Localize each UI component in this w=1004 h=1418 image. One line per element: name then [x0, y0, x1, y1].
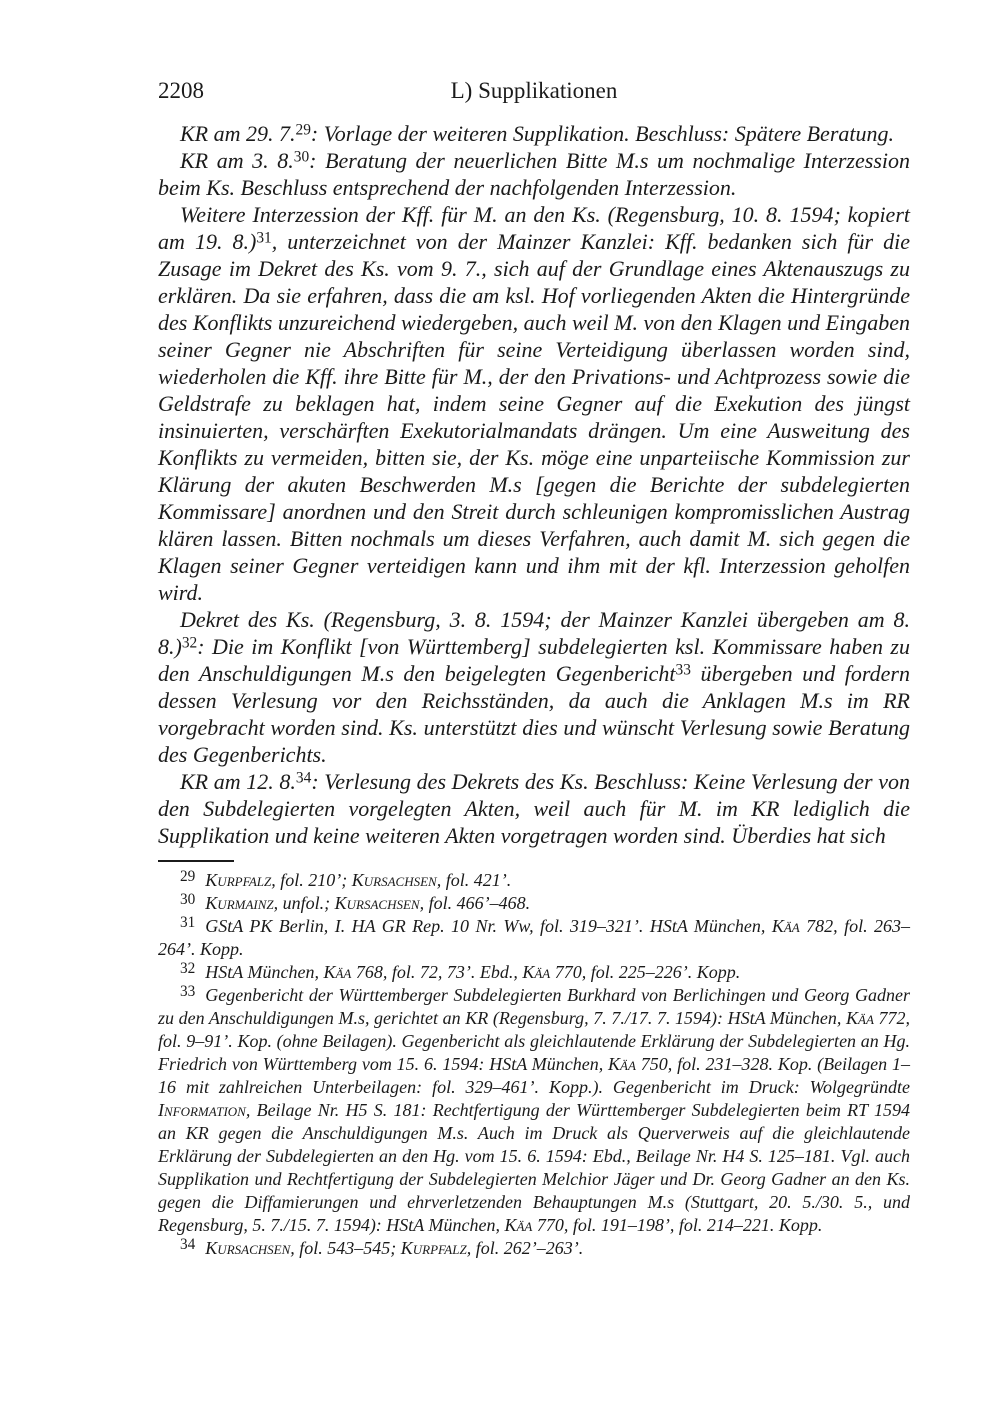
text-segment: 782, fol. 263–264’. Kopp. [158, 916, 910, 959]
text-segment: , Beilage Nr. H5 S. 181: Rechtfertigung der Württemberger Subdelegierten beim RT 1594 an KR gegen die Anschuldigungen M.s. Auch im Druck als Querverweis auf die gleichlautende Erklärung der Subdelegierten an den Hg. vom 15. 6. 1594: Ebd., Beilage Nr. H4 S. 125–181. Vgl. auch Supplikation und Rechtfertigung der Subdelegierten Melchior Jäger und Dr. Georg Gadner an den Ks. gegen die Diffamierungen und ehrverletzenden Behauptungen M.s (Stuttgart, 20. 5./30. 5., und Regensburg, 5. 7./15. 7. 1594): HStA München, [158, 1100, 910, 1235]
footnote-item [158, 1237, 910, 1260]
footnote-ref: 32 [181, 634, 198, 652]
footnote-number: 34 [180, 1236, 196, 1254]
footnote-ref: 29 [295, 121, 311, 139]
text-segment: , fol. 543–545; [290, 1238, 401, 1258]
footnote-separator [158, 860, 234, 862]
archive-name: Käa [608, 1054, 636, 1074]
text-segment: KR am 3. 8. [180, 148, 294, 173]
text-segment: , unfol.; [273, 893, 335, 913]
footnote-number: 33 [180, 983, 196, 1001]
archive-name: Kursachsen [351, 870, 437, 890]
text-segment: 768, fol. 72, 73’. Ebd., [351, 962, 523, 982]
text-segment: KR am 12. 8. [180, 769, 296, 794]
footnote-ref: 30 [293, 148, 310, 166]
text-segment: : Die im Konflikt [von Württemberg] subdelegierten ksl. Kommissare haben zu den Anschuldigungen M.s den beigelegten Gegenbericht [158, 634, 910, 686]
text-segment: Gegenbericht der Württemberger Subdelegierten Burkhard von Berlichingen und Georg Gadner zu den Anschuldigungen M.s, gerichtet an KR (Regensburg, 7. 7./17. 7. 1594): HStA München, [158, 985, 910, 1028]
archive-name: Käa [846, 1008, 874, 1028]
text-segment: übergeben und fordern dessen Verlesung vor den Reichsständen, da auch die Anklagen M.s im RR vorgebracht worden sind. Ks. unterstützt dies und wünscht Verlesung sowie Beratung des Gegenberichts. [158, 661, 910, 767]
archive-name: Käa [323, 962, 352, 982]
text-segment: : Beratung der neuerlichen Bitte M.s um nochmalige Interzession beim Ks. Beschluss entsprechend der nachfolgenden Interzession. [158, 148, 910, 200]
text-segment: : Vorlage der weiteren Supplikation. Beschluss: Spätere Beratung. [310, 121, 894, 146]
archive-name: Kursachsen [334, 893, 420, 913]
text-segment: 750, fol. 231–328. Kop. (Beilagen 1–16 mit zahlreichen Unterbeilagen: fol. 329–461’. Kopp.). Gegenbericht im Druck: Wolgegründte [158, 1054, 910, 1097]
archive-name: Käa [771, 916, 800, 936]
footnote-number: 31 [180, 914, 196, 932]
page-number: 2208 [158, 78, 204, 103]
footnote-item [158, 984, 910, 1237]
footnotes [158, 869, 910, 1260]
text-segment: , fol. 466’–468. [419, 893, 531, 913]
running-header: L) Supplikationen [450, 78, 618, 103]
text-segment: HStA München, [205, 962, 324, 982]
text-segment: GStA PK Berlin, I. HA GR Rep. 10 Nr. Ww, fol. 319–321’. HStA München, [205, 916, 772, 936]
text-segment: , fol. 421’. [436, 870, 512, 890]
text-segment: 772, fol. 9–91’. Kop. (ohne Beilagen). Gegenbericht als gleichlautende Erklärung der Subdelegierten an Hg. Friedrich von Württemberg vom 15. 6. 1594: HStA München, [158, 1008, 910, 1074]
text-segment: Weitere Interzession der Kff. für M. an den Ks. (Regensburg, 10. 8. 1594; kopiert am 19. 8.) [158, 202, 910, 254]
archive-name: Information [158, 1100, 246, 1120]
footnote-item [158, 892, 910, 915]
archive-name: Kurpfalz [205, 870, 272, 890]
page-header [158, 78, 910, 108]
body-paragraph [158, 201, 910, 606]
text-segment: , unterzeichnet von der Mainzer Kanzlei: Kff. bedanken sich für die Zusage im Dekret des Ks. vom 9. 7., sich auf der Grundlage eines Aktenauszugs zu erklären. Da sie erfahren, dass die am ksl. Hof vorliegenden Akten die Hintergründe des Konflikts unzureichend wiedergeben, auch weil M. von den Klagen und Eingaben seiner Gegner nie Abschriften für seine Verteidigung überlassen worden sind, wiederholen die Kff. ihre Bitte für M., der den Privations- und Achtprozess sowie die Geldstrafe zu beklagen hat, indem seine Gegner auf die Exekution des jüngst insinuierten, verschärften Exekutorialmandats drängen. Um eine Ausweitung des Konflikts zu vermeiden, bitten sie, der Ks. möge eine unparteiische Kommission zur Klärung der akuten Beschwerden M.s [gegen die Berichte der subdelegierten Kommissare] anordnen und den Streit durch schleunigen kompromisslichen Austrag klären lassen. Bitten nochmals um dieses Verfahren, auch damit M. sich gegen die Klagen seiner Gegner verteidigen kann und ihm mit der kfl. Interzession geholfen wird. [158, 229, 911, 605]
footnote-ref: 31 [256, 229, 272, 247]
archive-name: Kurpfalz [400, 1238, 467, 1258]
text-segment: 770, fol. 191–198’, fol. 214–221. Kopp. [532, 1215, 823, 1235]
body-paragraph [158, 606, 910, 768]
text-segment: , fol. 210’; [271, 870, 352, 890]
footnote-number: 30 [180, 891, 196, 909]
text-segment: : Verlesung des Dekrets des Ks. Beschluss: Keine Verlesung der von den Subdelegierten vorgelegten Akten, weil auch für M. im KR lediglich die Supplikation und keine weiteren Akten vorgetragen worden sind. Überdies hat sich [158, 769, 911, 848]
footnote-number: 29 [180, 868, 196, 886]
body-paragraph [158, 147, 910, 201]
archive-name: Kurmainz [205, 893, 274, 913]
footnote-ref: 34 [295, 769, 312, 787]
archive-name: Käa [522, 962, 551, 982]
footnote-number: 32 [180, 960, 196, 978]
footnote-item [158, 869, 910, 892]
footnote-item [158, 961, 910, 984]
archive-name: Käa [504, 1215, 533, 1235]
text-segment: , fol. 262’–263’. [466, 1238, 584, 1258]
text-segment: 770, fol. 225–226’. Kopp. [550, 962, 741, 982]
text-segment: KR am 29. 7. [180, 121, 296, 146]
footnote-item [158, 915, 910, 961]
archive-name: Kursachsen [205, 1238, 291, 1258]
text-segment: Dekret des Ks. (Regensburg, 3. 8. 1594; der Mainzer Kanzlei übergeben am 8. 8.) [158, 607, 910, 659]
body-text [158, 120, 910, 849]
body-paragraph [158, 120, 910, 147]
footnote-ref: 33 [675, 661, 691, 679]
body-paragraph [158, 768, 910, 849]
